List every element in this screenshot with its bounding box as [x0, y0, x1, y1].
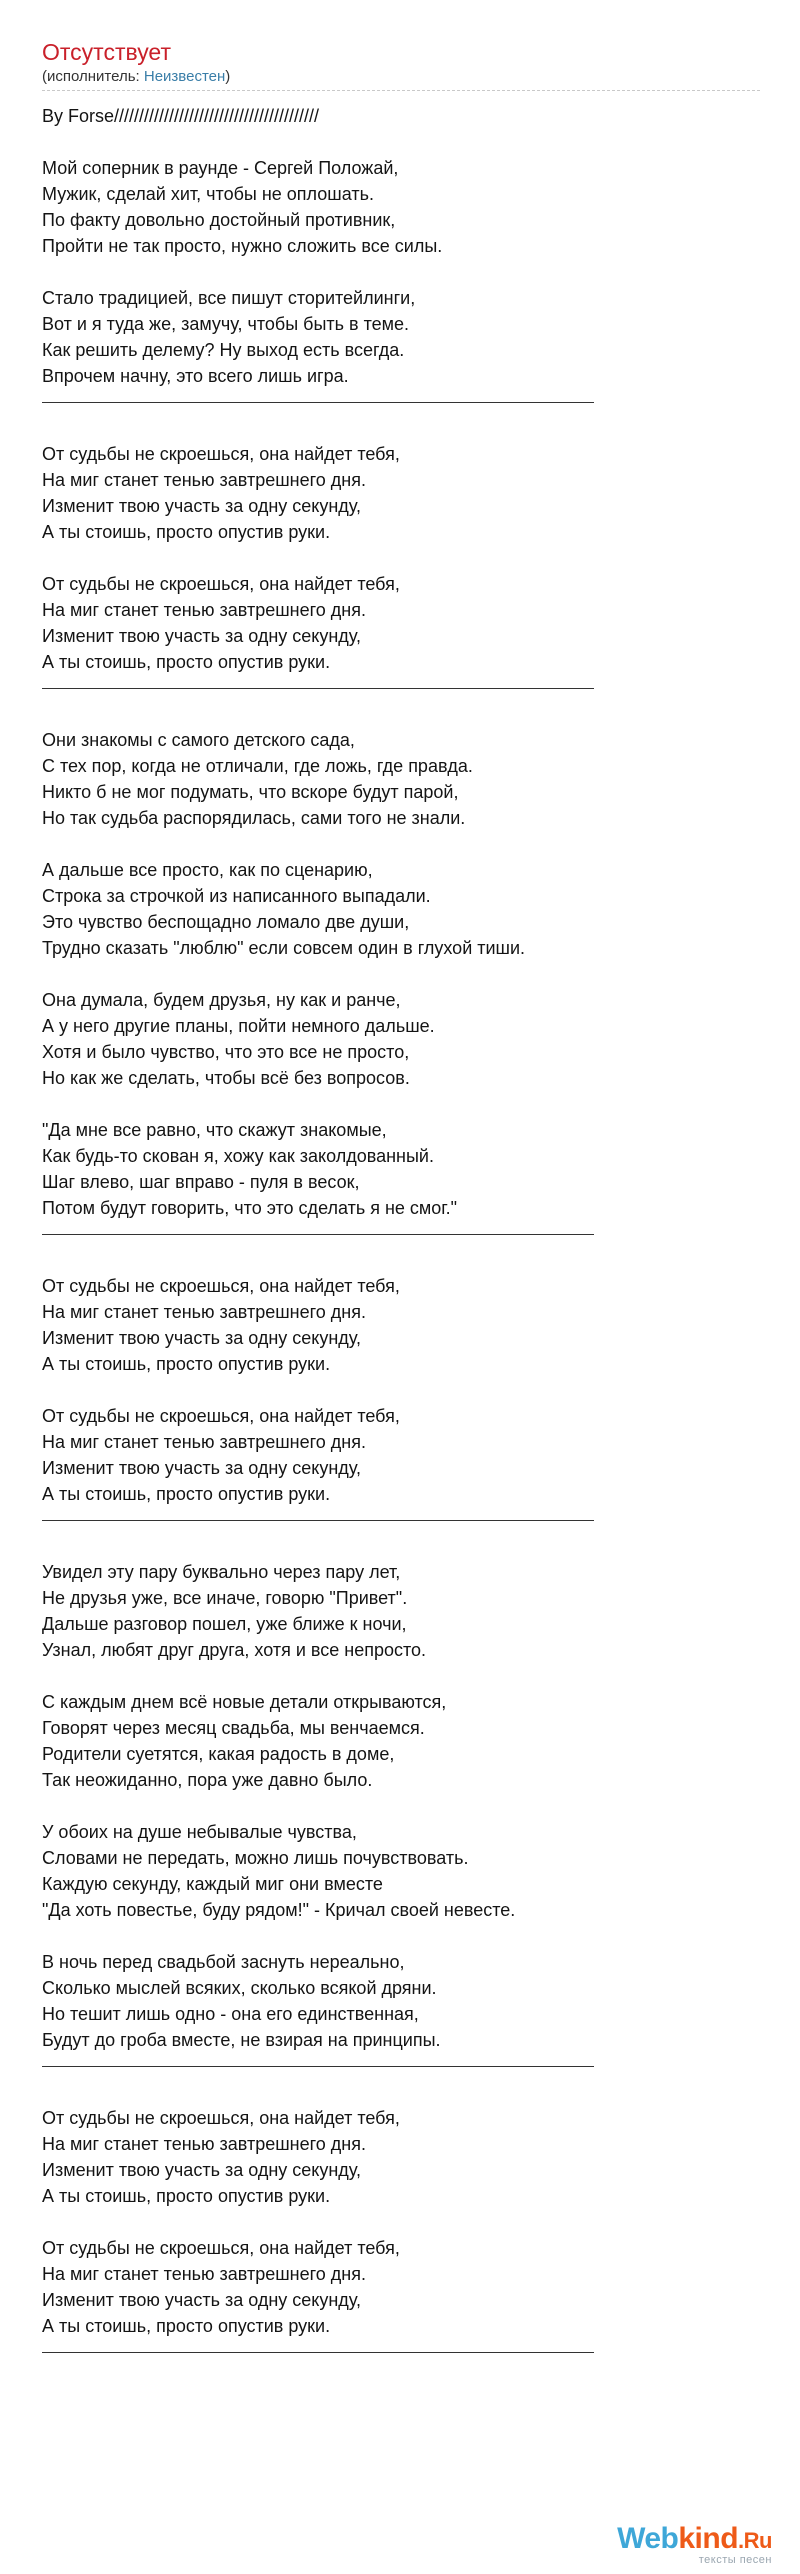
blank-line	[42, 129, 760, 155]
logo-subtitle: тексты песен	[698, 2554, 772, 2566]
lyric-line: Впрочем начну, это всего лишь игра.	[42, 366, 349, 386]
blank-line	[42, 259, 760, 285]
lyric-line: Никто б не мог подумать, что вскоре будут парой,	[42, 782, 459, 802]
logo-kind: kind	[678, 2522, 739, 2555]
blank-line	[42, 1793, 760, 1819]
section-divider	[42, 2327, 594, 2353]
lyric-line: На миг станет тенью завтрешнего дня.	[42, 1302, 366, 1322]
lyric-line: Они знакомы с самого детского сада,	[42, 730, 355, 750]
lyric-line: Но как же сделать, чтобы всё без вопросов.	[42, 1068, 410, 1088]
lyric-line: Стало традицией, все пишут сторитейлинги,	[42, 288, 416, 308]
lyric-line: Узнал, любят друг друга, хотя и все непросто.	[42, 1640, 427, 1660]
lyric-line: Изменит твою участь за одну секунду,	[42, 1328, 361, 1348]
blank-line	[42, 1377, 760, 1403]
lyric-line: Говорят через месяц свадьба, мы венчаемся.	[42, 1718, 425, 1738]
song-title: Отсутствует	[42, 39, 171, 65]
lyric-line: Как решить делему? Ну выход есть всегда.	[42, 340, 405, 360]
lyric-line: А у него другие планы, пойти немного дальше.	[42, 1016, 435, 1036]
lyric-line: Потом будут говорить, что это сделать я не смог."	[42, 1198, 458, 1218]
lyric-line: От судьбы не скроешься, она найдет тебя,	[42, 444, 400, 464]
lyric-line: Мой соперник в раунде - Сергей Положай,	[42, 158, 399, 178]
blank-line	[42, 1663, 760, 1689]
blank-line	[42, 1091, 760, 1117]
lyric-line: Строка за строчкой из написанного выпадали.	[42, 886, 431, 906]
lyric-line: Родители суетятся, какая радость в доме,	[42, 1744, 395, 1764]
lyric-line: А ты стоишь, просто опустив руки.	[42, 2316, 331, 2336]
artist-suffix: )	[225, 68, 231, 85]
lyric-line: А ты стоишь, просто опустив руки.	[42, 2186, 331, 2206]
lyric-line: А ты стоишь, просто опустив руки.	[42, 1354, 331, 1374]
header-divider	[42, 90, 760, 91]
section-divider	[42, 663, 594, 689]
lyric-line: Мужик, сделай хит, чтобы не оплошать.	[42, 184, 374, 204]
lyric-line: От судьбы не скроешься, она найдет тебя,	[42, 574, 400, 594]
artist-line	[42, 68, 760, 86]
lyric-line: Изменит твою участь за одну секунду,	[42, 2160, 361, 2180]
lyric-line: С тех пор, когда не отличали, где ложь, где правда.	[42, 756, 473, 776]
blank-line	[42, 545, 760, 571]
lyric-line: Не друзья уже, все иначе, говорю "Привет".	[42, 1588, 408, 1608]
blank-line	[42, 2209, 760, 2235]
lyric-line: С каждым днем всё новые детали открываются,	[42, 1692, 447, 1712]
lyric-line: А дальше все просто, как по сценарию,	[42, 860, 373, 880]
lyric-line: От судьбы не скроешься, она найдет тебя,	[42, 2238, 400, 2258]
lyric-line: Трудно сказать "люблю" если совсем один в глухой тиши.	[42, 938, 526, 958]
lyric-line: Изменит твою участь за одну секунду,	[42, 2290, 361, 2310]
lyric-line: Хотя и было чувство, что это все не просто,	[42, 1042, 410, 1062]
section-divider	[42, 1495, 594, 1521]
section-divider	[42, 2041, 594, 2067]
lyric-line: Вот и я туда же, замучу, чтобы быть в теме.	[42, 314, 410, 334]
lyric-line: Пройти не так просто, нужно сложить все силы.	[42, 236, 443, 256]
lyric-line: А ты стоишь, просто опустив руки.	[42, 652, 331, 672]
logo-ru: .Ru	[738, 2528, 772, 2553]
lyric-line: На миг станет тенью завтрешнего дня.	[42, 470, 366, 490]
lyric-line: А ты стоишь, просто опустив руки.	[42, 522, 331, 542]
lyric-line: Сколько мыслей всяких, сколько всякой дряни.	[42, 1978, 437, 1998]
lyric-line: Будут до гроба вместе, не взирая на принципы.	[42, 2030, 441, 2050]
logo-web: Web	[617, 2522, 679, 2555]
song-page	[42, 38, 760, 2391]
lyric-line: От судьбы не скроешься, она найдет тебя,	[42, 1406, 400, 1426]
lyric-line: А ты стоишь, просто опустив руки.	[42, 1484, 331, 1504]
lyric-line: Изменит твою участь за одну секунду,	[42, 626, 361, 646]
lyric-line: На миг станет тенью завтрешнего дня.	[42, 2264, 366, 2284]
site-logo[interactable]	[617, 2523, 772, 2566]
lyric-line: У обоих на душе небывалые чувства,	[42, 1822, 357, 1842]
blank-line	[42, 961, 760, 987]
lyric-line: Изменит твою участь за одну секунду,	[42, 496, 361, 516]
lyric-line: Каждую секунду, каждый миг они вместе	[42, 1874, 383, 1894]
lyric-line: Дальше разговор пошел, уже ближе к ночи,	[42, 1614, 407, 1634]
blank-line	[42, 831, 760, 857]
lyric-line: "Да мне все равно, что скажут знакомые,	[42, 1120, 387, 1140]
lyric-line: Как будь-то скован я, хожу как заколдованный.	[42, 1146, 434, 1166]
artist-link[interactable]: Неизвестен	[143, 68, 226, 85]
lyric-line: От судьбы не скроешься, она найдет тебя,	[42, 2108, 400, 2128]
lyric-line: Словами не передать, можно лишь почувствовать.	[42, 1848, 469, 1868]
blank-line	[42, 1923, 760, 1949]
lyric-line: Но тешит лишь одно - она его единственная,	[42, 2004, 419, 2024]
lyric-line: На миг станет тенью завтрешнего дня.	[42, 1432, 366, 1452]
lyric-line: Увидел эту пару буквально через пару лет,	[42, 1562, 401, 1582]
lyric-line: В ночь перед свадьбой заснуть нереально,	[42, 1952, 405, 1972]
lyric-line: Шаг влево, шаг вправо - пуля в весок,	[42, 1172, 360, 1192]
lyrics-body	[42, 103, 760, 2365]
lyric-line: Изменит твою участь за одну секунду,	[42, 1458, 361, 1478]
lyric-line: By Forse/////////////////////////////////////////	[42, 106, 320, 126]
section-divider	[42, 377, 594, 403]
section-divider	[42, 1209, 594, 1235]
lyric-line: "Да хоть повестье, буду рядом!" - Кричал своей невесте.	[42, 1900, 516, 1920]
lyric-line: По факту довольно достойный противник,	[42, 210, 396, 230]
lyric-line: Но так судьба распорядилась, сами того не знали.	[42, 808, 466, 828]
lyric-line: Она думала, будем друзья, ну как и ранче,	[42, 990, 401, 1010]
lyric-line: От судьбы не скроешься, она найдет тебя,	[42, 1276, 400, 1296]
lyric-line: Это чувство беспощадно ломало две души,	[42, 912, 410, 932]
logo-wordmark	[617, 2523, 772, 2557]
artist-prefix: (исполнитель:	[42, 68, 144, 85]
lyric-line: Так неожиданно, пора уже давно было.	[42, 1770, 373, 1790]
lyric-line: На миг станет тенью завтрешнего дня.	[42, 2134, 366, 2154]
lyric-line: На миг станет тенью завтрешнего дня.	[42, 600, 366, 620]
